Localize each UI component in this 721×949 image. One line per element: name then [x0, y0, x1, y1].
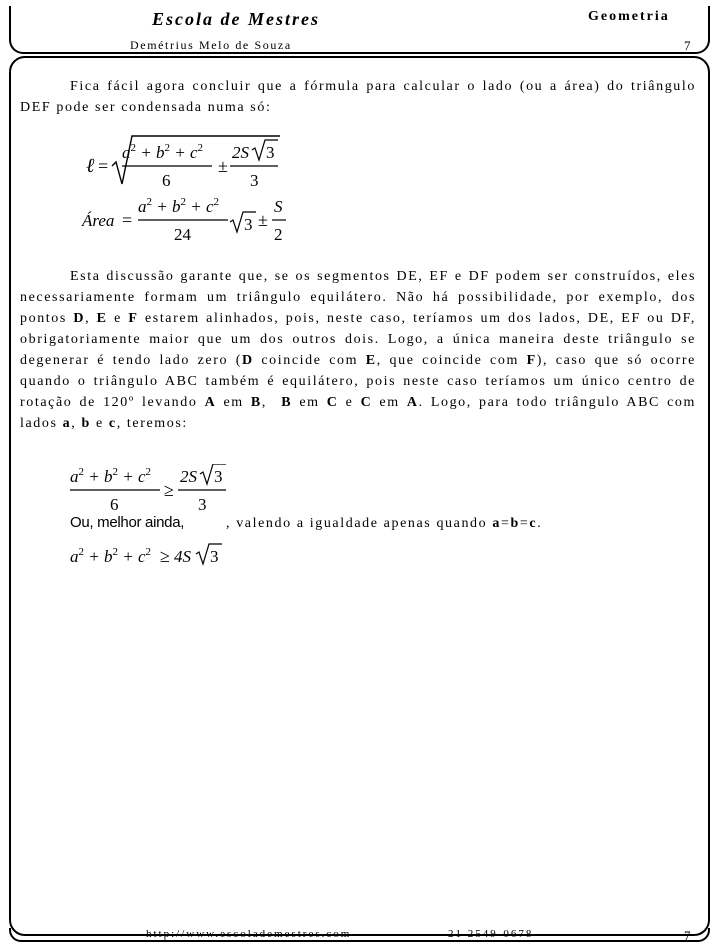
- numerator-2s-sqrt3: 2S: [180, 467, 197, 486]
- denominator-24: 24: [174, 225, 191, 244]
- footer-url[interactable]: http://www.escolademestres.com: [146, 928, 352, 940]
- paragraph-intro-text: Fica fácil agora concluir que a fórmula para calcular o lado (ou a área) do triângulo DEF pode ser condensada numa só:: [20, 79, 696, 115]
- geq-sign: ≥: [164, 480, 174, 500]
- plus-minus: ±: [218, 156, 228, 176]
- equals-sign: =: [122, 210, 133, 230]
- equals-sign: =: [98, 156, 109, 176]
- formula-final-inequality: [66, 540, 236, 570]
- lado-symbol: ℓ: [86, 155, 95, 177]
- header-page-number: 7: [684, 38, 691, 53]
- sqrt3-digit: 3: [266, 143, 275, 162]
- lhs-abc: $a^2 + b^2 + c^2$: [70, 546, 152, 566]
- sqrt3-digit: 3: [244, 215, 253, 234]
- denominator-six: 6: [110, 495, 119, 514]
- or-better-label: Ou, melhor ainda,: [70, 514, 185, 531]
- paragraph-intro: [20, 76, 696, 118]
- numerator-2s-sqrt3: 2S: [232, 143, 249, 162]
- denominator-two: 2: [274, 225, 283, 244]
- equality-note: , valendo a igualdade apenas quando a=b=c.: [226, 516, 543, 531]
- footer-frame: [9, 928, 710, 942]
- geq-sign: ≥: [160, 546, 170, 566]
- formula-side-area: [80, 132, 320, 252]
- numerator-abc: $a^2 + b^2 + c^2$: [122, 142, 204, 162]
- paragraph-discussion: [20, 266, 696, 434]
- footer-phone: 21 2549-0678: [448, 928, 534, 940]
- subject-title: Geometria: [588, 9, 670, 24]
- footer-page-number: 7: [684, 928, 693, 943]
- denominator-six: 6: [162, 171, 171, 190]
- author-name: Demétrius Melo de Souza: [130, 38, 292, 52]
- denominator-three: 3: [250, 171, 259, 190]
- numerator-abc: $a^2 + b^2 + c^2$: [138, 196, 220, 216]
- formula-inequality: [66, 464, 246, 514]
- paragraph-discussion-text: Esta discussão garante que, se os segmentos DE, EF e DF podem ser construídos, eles necessariamente formam um triângulo equilátero. Não há possibilidade, por exemplo, dos pontos D, E e F estarem alinhados, pois, neste caso, teríamos um dos lados, DE, EF ou DF, obrigatoriamente maior que um dos outros dois. Logo, a única maneira deste triângulo se degenerar é tendo lado zero (D coincide com E, que coincide com F), caso que só ocorre quando o triângulo ABC também é equilátero, pois neste caso teríamos um único centro de rotação de 120º levando A em B, B em C e C em A. Logo, para todo triângulo ABC com lados a, b e c, teremos:: [20, 269, 697, 431]
- denominator-three: 3: [198, 495, 207, 514]
- brand-title: Escola de Mestres: [152, 9, 320, 29]
- numerator-s: S: [274, 197, 283, 216]
- plus-minus: ±: [258, 210, 268, 230]
- rhs-4s: 4S: [174, 547, 191, 566]
- sqrt3-digit: 3: [214, 467, 223, 486]
- area-word: Área: [82, 211, 115, 230]
- numerator-abc: $a^2 + b^2 + c^2$: [70, 466, 152, 486]
- sqrt3-digit: 3: [210, 547, 219, 566]
